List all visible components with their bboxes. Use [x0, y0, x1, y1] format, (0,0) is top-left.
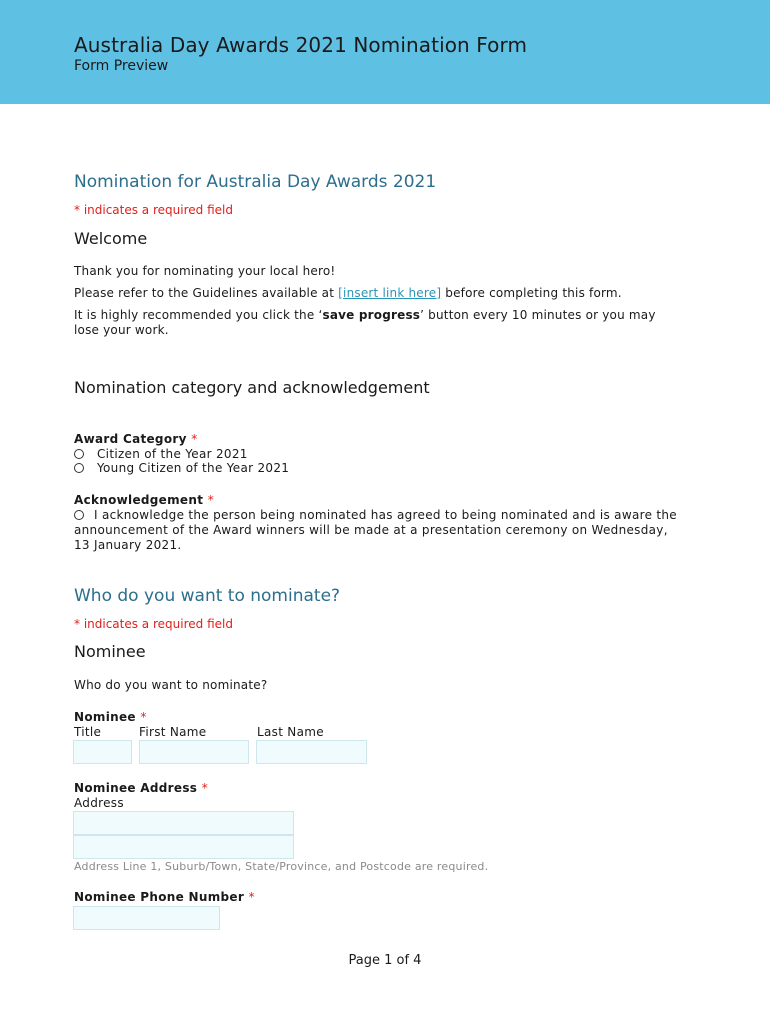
required-star: *: [248, 890, 255, 904]
nominee-label: Nominee *: [74, 710, 147, 724]
nominee-heading: Nominee: [74, 642, 146, 661]
form-subtitle: Form Preview: [74, 58, 169, 74]
nominee-title-input[interactable]: [73, 740, 132, 764]
form-title: Australia Day Awards 2021 Nomination Form: [74, 33, 528, 57]
guidelines-text: Please refer to the Guidelines available at [insert link here] before completing this form.: [74, 286, 622, 300]
address-hint: Address Line 1, Suburb/Town, State/Province, and Postcode are required.: [74, 860, 489, 873]
welcome-heading: Welcome: [74, 229, 148, 248]
required-star: *: [191, 432, 198, 446]
page-indicator: Page 1 of 4: [348, 953, 422, 968]
section-title-nomination: Nomination for Australia Day Awards 2021: [74, 172, 437, 192]
acknowledgement-label: Acknowledgement *: [74, 493, 215, 507]
radio-button[interactable]: [74, 449, 84, 459]
save-progress-text: It is highly recommended you click the ‘save progress’ button every 10 minutes or you may lose your work.: [74, 308, 656, 337]
nominee-address-label: Nominee Address *: [74, 781, 209, 795]
nominee-phone-input[interactable]: [73, 906, 220, 930]
nominee-intro: Who do you want to nominate?: [74, 678, 268, 692]
last-name-label: Last Name: [257, 725, 324, 739]
address-sublabel: Address: [74, 796, 124, 810]
first-name-label: First Name: [139, 725, 207, 739]
nominee-phone-label: Nominee Phone Number *: [74, 890, 255, 904]
title-label: Title: [74, 725, 102, 739]
guidelines-link[interactable]: [insert link here]: [338, 286, 442, 300]
address-line-1-input[interactable]: [73, 811, 294, 835]
required-star: *: [207, 493, 215, 507]
section-title-who-to-nominate: Who do you want to nominate?: [74, 586, 341, 606]
nominee-last-name-input[interactable]: [256, 740, 367, 764]
welcome-text: Thank you for nominating your local hero!: [74, 264, 336, 278]
award-category-label: Award Category *: [74, 432, 198, 446]
category-heading: Nomination category and acknowledgement: [74, 378, 430, 397]
address-line-2-input[interactable]: [73, 835, 294, 859]
required-field-note: * indicates a required field: [74, 203, 233, 217]
required-star: *: [201, 781, 209, 795]
radio-young-citizen-of-the-year[interactable]: Young Citizen of the Year 2021: [74, 461, 289, 475]
required-star: *: [140, 710, 147, 724]
form-header: [0, 0, 770, 104]
acknowledgement-option[interactable]: I acknowledge the person being nominated has agreed to being nominated and is aware the announcement of the Award winners will be made at a presentation ceremony on Wednesday, 13 January 2021.: [74, 508, 677, 552]
radio-citizen-of-the-year[interactable]: Citizen of the Year 2021: [74, 447, 248, 461]
nominee-first-name-input[interactable]: [139, 740, 249, 764]
acknowledgement-checkbox[interactable]: [74, 510, 84, 520]
radio-button[interactable]: [74, 463, 84, 473]
required-field-note-2: * indicates a required field: [74, 617, 233, 631]
